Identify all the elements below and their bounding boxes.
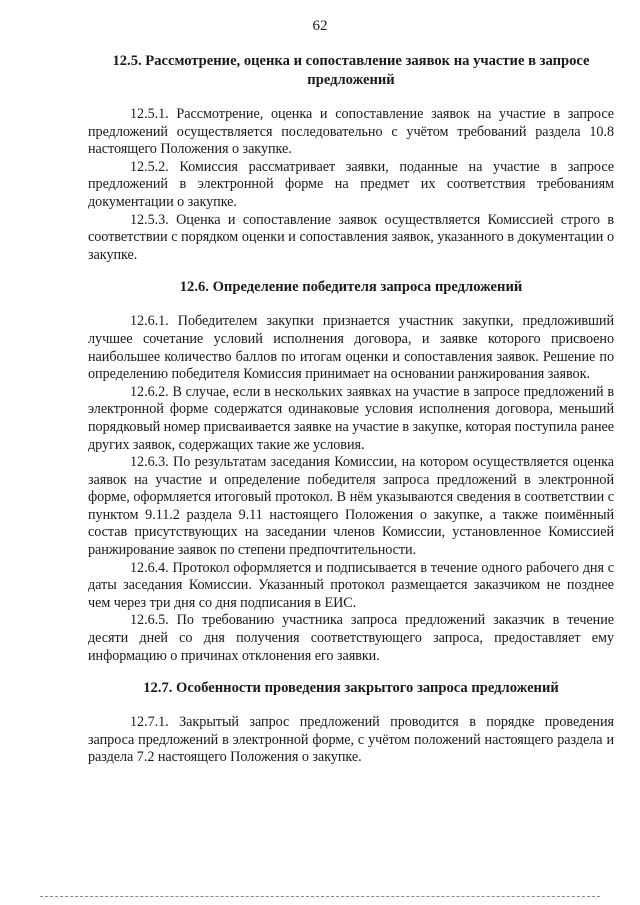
section-heading: 12.7. Особенности проведения закрытого запроса предложений <box>143 680 559 697</box>
section-12-5 <box>88 52 614 264</box>
section-12-7 <box>88 679 614 767</box>
section-heading: 12.6. Определение победителя запроса предложений <box>179 279 523 296</box>
paragraph: 12.6.3. По результатам заседания Комиссии, на котором осуществляется оценка заявок на участие и определение победителя запроса предложений в электронной форме, оформляется итоговый протокол. В нём указываются сведения в соответствии с пунктом 9.11.2 раздела 9.11 настоящего Положения о закупке, а также поимённый состав присутствующих на заседании членов Комиссии, установленное Комиссией ранжирование заявок по степени предпочтительности. <box>88 454 614 559</box>
paragraph: 12.6.4. Протокол оформляется и подписывается в течение одного рабочего дня с даты заседания Комиссии. Указанный протокол размещается заказчиком не позднее чем через три дня со дня подписания в ЕИС. <box>88 559 614 611</box>
paragraph: 12.7.1. Закрытый запрос предложений проводится в порядке проведения запроса предложений в электронной форме, с учётом положений настоящего раздела и раздела 7.2 настоящего Положения о закупке. <box>88 714 614 766</box>
page-number: 62 <box>312 18 328 34</box>
paragraph: 12.5.1. Рассмотрение, оценка и сопоставление заявок на участие в запросе предложений осуществляется последовательно с учётом требований раздела 10.8 настоящего Положения о закупке. <box>88 106 614 158</box>
paragraph: 12.6.5. По требованию участника запроса предложений заказчик в течение десяти дней со дня получения соответствующего запроса, предоставляет ему информацию о причинах отклонения его заявки. <box>88 612 614 664</box>
page-content <box>88 52 614 781</box>
paragraph: 12.6.2. В случае, если в нескольких заявках на участие в запросе предложений в электронной форме содержатся одинаковые условия исполнения договора, меньший порядковый номер присваивается заявке на участие в закупке, которая поступила ранее других заявок, содержащих такие же условия. <box>88 383 614 453</box>
scan-edge-line <box>40 896 600 897</box>
paragraph: 12.5.2. Комиссия рассматривает заявки, поданные на участие в запросе предложений в электронной форме на предмет их соответствия требованиям документации о закупке. <box>88 158 614 210</box>
section-12-6 <box>88 278 614 665</box>
paragraph: 12.6.1. Победителем закупки признается участник закупки, предложивший лучшее сочетание условий исполнения договора, и заявке которого присвоено наибольшее количество баллов по итогам оценки и сопоставления заявок. Решение по определению победителя Комиссия принимает на основании ранжирования заявок. <box>88 313 614 383</box>
paragraph: 12.5.3. Оценка и сопоставление заявок осуществляется Комиссией строго в соответствии с порядком оценки и сопоставления заявок, указанного в документации о закупке. <box>88 211 614 263</box>
section-heading: 12.5. Рассмотрение, оценка и сопоставление заявок на участие в запросе предложений <box>112 53 590 88</box>
